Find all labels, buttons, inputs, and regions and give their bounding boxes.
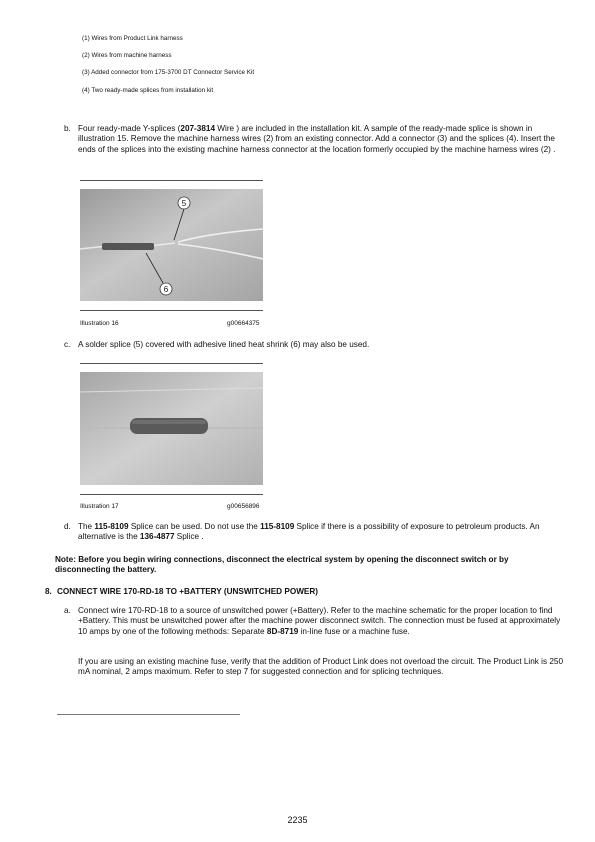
callout-5: 5 [181, 198, 187, 208]
step-8a-text: Connect wire 170-RD-18 to a source of unswitched power (+Battery). Refer to the machine schematic for the proper location to find +Battery. This must be unswitched power after the machine power disconnect switch. The connection must be fused at approximately 10 amps by one of the following methods: Separate 8D-8719 in-line fuse or a machine fuse. [78, 606, 561, 636]
page-number: 2235 [287, 815, 308, 825]
step-b-marker: b. [64, 124, 71, 133]
illustration-top-rule [80, 180, 263, 181]
illustration-bottom-rule [80, 494, 263, 495]
step-d-marker: d. [64, 522, 71, 531]
step-8-number: 8. [45, 587, 52, 596]
callout-6: 6 [163, 284, 169, 294]
step-c-text: A solder splice (5) covered with adhesive lined heat shrink (6) may also be used. [78, 340, 370, 349]
part-number: 8D-8719 [266, 626, 299, 636]
illustration-17-photo [80, 372, 263, 485]
warning-note: Note: Before you begin wiring connections, disconnect the electrical system by opening the disconnect switch or by disconnecting the battery. [55, 555, 509, 575]
step-c-marker: c. [64, 340, 71, 349]
part-number: 207-3814 [180, 124, 215, 133]
part-number: 115-8109 [260, 522, 295, 531]
legend-item-4: (4) Two ready-made splices from installation kit [82, 87, 214, 94]
footnote-separator [57, 714, 240, 715]
part-number: 136-4877 [139, 532, 175, 542]
illustration-17-label: Illustration 17 [80, 503, 119, 510]
legend-item-1: (1) Wires from Product Link harness [82, 35, 183, 42]
illustration-16-photo [80, 189, 263, 301]
illustration-bottom-rule [80, 310, 263, 311]
illustration-16-label: Illustration 16 [80, 320, 119, 327]
step-b-text: Four ready-made Y-splices (207-3814 Wire ) are included in the installation kit. A sample of the ready-made splice is shown in illustration 15. Remove the machine harness wires (2) from an existing connector. Add a connector (3) and the splices (4). Insert the ends of the splices into the existing machine harness connector at the location formerly occupied by the machine harness wires (2) . [78, 124, 556, 154]
step-8a-paragraph-2: If you are using an existing machine fuse, verify that the addition of Product Link does not overload the circuit. The Product Link is 250 mA nominal, 2 amps maximum. Refer to step 7 for suggested connection and for splicing techniques. [78, 657, 564, 677]
illustration-top-rule [80, 363, 263, 364]
legend-item-3: (3) Added connector from 175-3700 DT Connector Service Kit [82, 69, 255, 76]
legend-item-2: (2) Wires from machine harness [82, 52, 172, 59]
illustration-16-code: g00664375 [227, 320, 260, 327]
step-8-heading: CONNECT WIRE 170-RD-18 TO +BATTERY (UNSWITCHED POWER) [57, 587, 319, 596]
step-8a-marker: a. [64, 606, 71, 615]
step-d-text: The 115-8109 Splice can be used. Do not use the 115-8109 Splice if there is a possibility of exposure to petroleum products. An alternative is the 136-4877 Splice . [78, 522, 540, 542]
illustration-17-code: g00656896 [227, 503, 260, 510]
part-number: 115-8109 [94, 522, 129, 531]
